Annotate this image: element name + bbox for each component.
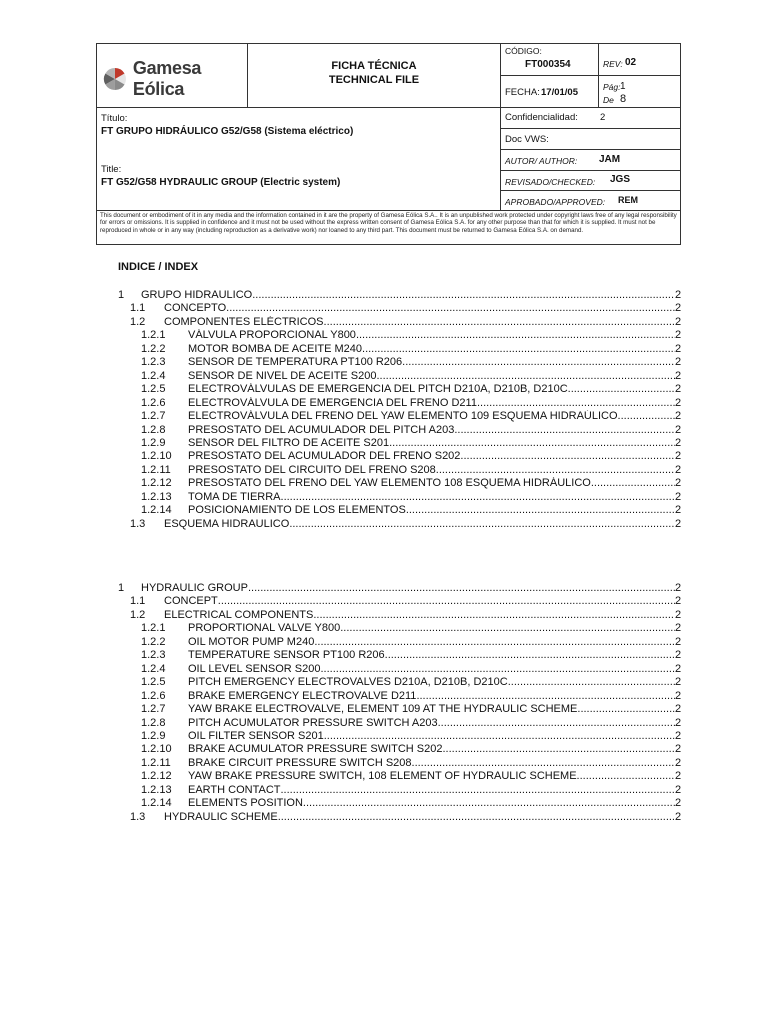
toc-entry-title <box>188 464 675 477</box>
toc-leader-dots <box>303 797 675 810</box>
page-label: Pág: <box>603 82 621 92</box>
author-value: JAM <box>599 154 621 165</box>
toc-entry-number: 1.2.7 <box>141 410 166 423</box>
toc-entry-number: 1.2.1 <box>141 329 166 342</box>
doc-type-cell <box>247 44 500 107</box>
toc-entry-title <box>164 609 675 622</box>
toc-entry[interactable] <box>0 582 768 595</box>
toc-entry-title <box>188 797 675 810</box>
toc-entry-title <box>188 717 675 730</box>
toc-entry-title <box>188 622 675 635</box>
toc-entry-title <box>188 410 675 423</box>
toc-entry-title <box>188 370 675 383</box>
doc-type-es: FICHA TÉCNICA <box>331 60 417 72</box>
toc-entry-title <box>188 784 675 797</box>
toc-entry-page: 2 <box>675 703 682 716</box>
toc-entry-label: VÁLVULA PROPORCIONAL Y800 <box>188 329 356 342</box>
doc-type-en: TECHNICAL FILE <box>328 74 420 86</box>
toc-leader-dots <box>591 477 675 490</box>
toc-entry-title <box>141 289 675 302</box>
toc-entry[interactable] <box>0 595 768 608</box>
toc-entry-number: 1 <box>118 289 125 301</box>
approved-cell <box>500 190 681 210</box>
toc-leader-dots <box>362 343 675 356</box>
toc-entry-page: 2 <box>675 649 682 662</box>
document-header <box>96 43 681 245</box>
toc-entry-title <box>188 703 675 716</box>
index-title: INDICE / INDEX <box>118 261 199 273</box>
toc-entry-number: 1.2.7 <box>141 703 166 716</box>
toc-entry-page: 2 <box>675 622 682 635</box>
toc-entry-page: 2 <box>675 662 682 675</box>
toc-entry-page: 2 <box>675 329 682 342</box>
approved-label: APROBADO/APPROVED: <box>505 197 606 207</box>
toc-leader-dots <box>477 397 675 410</box>
confidentiality-value: 2 <box>600 112 606 123</box>
title-cell <box>97 107 500 210</box>
toc-entry-label: ELECTROVÁLVULA DEL FRENO DEL YAW ELEMENTO 109 ESQUEMA HIDRAÚLICO <box>188 410 618 423</box>
toc-entry-number: 1.3 <box>130 517 146 530</box>
toc-entry[interactable] <box>0 410 768 423</box>
toc-entry-label: BRAKE EMERGENCY ELECTROVALVE D211 <box>188 689 417 702</box>
toc-entry-number: 1.2.13 <box>141 783 172 796</box>
toc-entry-number: 1.3 <box>130 810 146 823</box>
toc-entry-title <box>188 450 675 463</box>
toc-entry-label: PRESOSTATO DEL FRENO DEL YAW ELEMENTO 108 ESQUEMA HIDRÁULICO <box>188 477 591 490</box>
toc-leader-dots <box>278 811 675 824</box>
toc-entry-title <box>164 302 675 315</box>
toc-entry-title <box>164 595 675 608</box>
toc-entry[interactable] <box>0 491 768 504</box>
toc-entry-page: 2 <box>675 383 682 396</box>
toc-entry-page: 2 <box>675 302 682 315</box>
toc-entry-page: 2 <box>675 517 682 530</box>
toc-entry-page: 2 <box>675 810 682 823</box>
toc-entry-number: 1.2.14 <box>141 797 172 810</box>
toc-leader-dots <box>281 784 676 797</box>
toc-leader-dots <box>508 676 675 689</box>
toc-entry[interactable] <box>0 757 768 770</box>
toc-entry-number: 1.2.3 <box>141 649 166 662</box>
toc-entry-page: 2 <box>675 396 682 409</box>
toc-entry[interactable] <box>0 649 768 662</box>
toc-entry-title <box>188 730 675 743</box>
title-label: Title: <box>101 164 122 175</box>
toc-leader-dots <box>389 437 675 450</box>
titulo-label: Título: <box>101 113 128 124</box>
toc-entry-number: 1.2.6 <box>141 396 166 409</box>
checked-cell <box>500 170 681 190</box>
toc-leader-dots <box>377 370 676 383</box>
toc-entry-label: MOTOR BOMBA DE ACEITE M240 <box>188 342 363 355</box>
toc-entry[interactable] <box>0 370 768 383</box>
toc-entry-page: 2 <box>675 689 682 702</box>
date-label: FECHA: <box>505 87 540 98</box>
toc-entry-number: 1.1 <box>130 595 146 608</box>
toc-entry-page: 2 <box>675 369 682 382</box>
toc-entry[interactable] <box>0 302 768 315</box>
toc-entry-title <box>188 356 675 369</box>
toc-entry-title <box>188 676 675 689</box>
toc-entry-number: 1.2.11 <box>141 756 171 769</box>
toc-entry-page: 2 <box>675 477 682 490</box>
toc-entry[interactable] <box>0 770 768 783</box>
toc-entry-title <box>188 636 675 649</box>
toc-entry[interactable] <box>0 437 768 450</box>
toc-entry-label: POSICIONAMIENTO DE LOS ELEMENTOS <box>188 504 406 517</box>
toc-entry[interactable] <box>0 609 768 622</box>
toc-entry-page: 2 <box>675 756 682 769</box>
toc-entry-title <box>188 491 675 504</box>
page-cell <box>598 75 681 107</box>
toc-entry[interactable] <box>0 464 768 477</box>
toc-entry-page: 2 <box>675 783 682 796</box>
toc-entry-number: 1.2.5 <box>141 383 166 396</box>
toc-entry-number: 1.2.6 <box>141 689 166 702</box>
confidentiality-cell <box>500 107 681 128</box>
toc-entry[interactable] <box>0 477 768 490</box>
toc-entry-title <box>188 397 675 410</box>
toc-leader-dots <box>438 717 675 730</box>
toc-entry-number: 1.2.4 <box>141 369 166 382</box>
toc-entry-label: PRESOSTATO DEL ACUMULADOR DEL PITCH A203 <box>188 423 455 436</box>
toc-entry-title <box>164 811 675 824</box>
toc-entry-label: PRESOSTATO DEL ACUMULADOR DEL FRENO S202 <box>188 450 461 463</box>
toc-entry-title <box>188 383 675 396</box>
toc-leader-dots <box>248 582 675 595</box>
toc-entry-number: 1.2.2 <box>141 342 166 355</box>
toc-entry[interactable] <box>0 424 768 437</box>
toc-leader-dots <box>416 690 675 703</box>
toc-entry-label: OIL MOTOR PUMP M240 <box>188 635 315 648</box>
toc-entry[interactable] <box>0 784 768 797</box>
toc-entry-page: 2 <box>675 635 682 648</box>
toc-entry-label: ELECTRICAL COMPONENTS <box>164 608 314 621</box>
toc-entry[interactable] <box>0 663 768 676</box>
toc-leader-dots <box>356 329 675 342</box>
toc-leader-dots <box>385 649 675 662</box>
docvws-label: Doc VWS: <box>505 134 549 145</box>
toc-leader-dots <box>320 663 675 676</box>
toc-entry[interactable] <box>0 730 768 743</box>
toc-entry[interactable] <box>0 356 768 369</box>
toc-leader-dots <box>226 302 675 315</box>
toc-leader-dots <box>289 518 675 531</box>
toc-entry-label: ELECTROVÁLVULA DE EMERGENCIA DEL FRENO D211 <box>188 396 477 409</box>
toc-entry-label: HYDRAULIC GROUP <box>141 582 248 594</box>
toc-entry-number: 1.2.12 <box>141 770 172 783</box>
toc-entry-number: 1.2.11 <box>141 463 171 476</box>
toc-entry[interactable] <box>0 343 768 356</box>
toc-entry-page: 2 <box>675 342 682 355</box>
toc-entry-page: 2 <box>675 676 682 689</box>
toc-entry-title <box>141 582 675 595</box>
toc-entry-number: 1.2.4 <box>141 662 166 675</box>
toc-entry-label: PRESOSTATO DEL CIRCUITO DEL FRENO S208 <box>188 463 436 476</box>
toc-entry[interactable] <box>0 383 768 396</box>
toc-leader-dots <box>454 424 675 437</box>
toc-entry[interactable] <box>0 811 768 824</box>
code-value: FT000354 <box>525 59 571 70</box>
toc-leader-dots <box>324 316 675 329</box>
confidentiality-label: Confidencialidad: <box>505 112 578 123</box>
toc-entry-page: 2 <box>675 436 682 449</box>
toc-entry-label: BRAKE ACUMULATOR PRESSURE SWITCH S202 <box>188 743 443 756</box>
toc-entry-label: COMPONENTES ELÉCTRICOS <box>164 315 324 328</box>
toc-entry-number: 1 <box>118 582 125 594</box>
rev-value: 02 <box>625 57 637 68</box>
rev-label: REV: <box>603 59 623 69</box>
toc-leader-dots <box>252 289 675 302</box>
toc-entry-label: PITCH EMERGENCY ELECTROVALVES D210A, D210B, D210C <box>188 676 508 689</box>
toc-entry-number: 1.2.5 <box>141 676 166 689</box>
toc-leader-dots <box>577 770 675 783</box>
toc-entry-label: OIL FILTER SENSOR S201 <box>188 729 324 742</box>
checked-label: REVISADO/CHECKED: <box>505 177 596 187</box>
toc-entry-number: 1.2.10 <box>141 450 172 463</box>
toc-entry[interactable] <box>0 743 768 756</box>
toc-entry[interactable] <box>0 717 768 730</box>
toc-entry-number: 1.2.8 <box>141 716 166 729</box>
toc-entry-title <box>188 329 675 342</box>
toc-entry[interactable] <box>0 703 768 716</box>
toc-entry[interactable] <box>0 397 768 410</box>
approved-value: REM <box>618 195 638 205</box>
toc-entry-number: 1.1 <box>130 302 146 315</box>
toc-leader-dots <box>218 595 675 608</box>
toc-entry-title <box>188 437 675 450</box>
toc-entry-page: 2 <box>675 729 682 742</box>
page-total: 8 <box>620 93 627 105</box>
toc-entry-page: 2 <box>675 582 682 594</box>
toc-entry-page: 2 <box>675 797 682 810</box>
toc-entry-title <box>164 316 675 329</box>
toc-entry-label: PROPORTIONAL VALVE Y800 <box>188 622 341 635</box>
toc-entry-page: 2 <box>675 423 682 436</box>
logo-cell <box>97 44 247 107</box>
toc-entry[interactable] <box>0 518 768 531</box>
toc-entry-page: 2 <box>675 595 682 608</box>
toc-leader-dots <box>568 383 675 396</box>
toc-entry-page: 2 <box>675 356 682 369</box>
toc-leader-dots <box>402 356 675 369</box>
toc-entry-number: 1.2.14 <box>141 504 172 517</box>
toc-entry-title <box>188 649 675 662</box>
checked-value: JGS <box>610 174 631 185</box>
toc-entry-title <box>188 757 675 770</box>
toc-entry[interactable] <box>0 504 768 517</box>
toc-entry-title <box>188 477 675 490</box>
toc-entry-page: 2 <box>675 450 682 463</box>
toc-entry[interactable] <box>0 797 768 810</box>
date-cell <box>500 75 598 107</box>
toc-entry-number: 1.2 <box>130 608 146 621</box>
toc-entry-title <box>188 663 675 676</box>
toc-leader-dots <box>340 622 675 635</box>
toc-entry-label: HYDRAULIC SCHEME <box>164 810 278 823</box>
page-value: 1 <box>620 81 626 92</box>
toc-entry-number: 1.2.1 <box>141 622 166 635</box>
toc-entry-page: 2 <box>675 504 682 517</box>
toc-leader-dots <box>618 410 675 423</box>
toc-entry-title <box>164 518 675 531</box>
toc-entry-title <box>188 770 675 783</box>
toc-entry-label: GRUPO HIDRAULICO <box>141 289 253 301</box>
gamesa-logo-icon <box>103 66 127 92</box>
toc-entry-label: SENSOR DEL FILTRO DE ACEITE S201 <box>188 436 390 449</box>
code-cell <box>500 44 598 75</box>
toc-entry-page: 2 <box>675 410 682 423</box>
toc-entry-label: TEMPERATURE SENSOR PT100 R206 <box>188 649 385 662</box>
title-value: FT G52/G58 HYDRAULIC GROUP (Electric system) <box>101 177 341 188</box>
toc-entry-label: PITCH ACUMULATOR PRESSURE SWITCH A203 <box>188 716 438 729</box>
docvws-cell <box>500 128 681 149</box>
toc-entry-label: ELECTROVÁLVULAS DE EMERGENCIA DEL PITCH D210A, D210B, D210C <box>188 383 568 396</box>
toc-entry-number: 1.2.10 <box>141 743 172 756</box>
toc-entry-title <box>188 424 675 437</box>
toc-entry-page: 2 <box>675 716 682 729</box>
toc-leader-dots <box>281 491 675 504</box>
toc-entry[interactable] <box>0 676 768 689</box>
toc-entry-page: 2 <box>675 289 682 301</box>
toc-entry-number: 1.2.3 <box>141 356 166 369</box>
page-of-label: De <box>603 95 614 105</box>
toc-entry-label: YAW BRAKE PRESSURE SWITCH, 108 ELEMENT OF HYDRAULIC SCHEME <box>188 770 577 783</box>
toc-entry[interactable] <box>0 329 768 342</box>
toc-entry-label: ESQUEMA HIDRAULICO <box>164 517 290 530</box>
toc-entry-page: 2 <box>675 608 682 621</box>
toc-leader-dots <box>324 730 675 743</box>
toc-entry-title <box>188 504 675 517</box>
toc-entry-page: 2 <box>675 315 682 328</box>
company-name: Gamesa Eólica <box>132 58 202 99</box>
toc-entry-number: 1.2.9 <box>141 729 166 742</box>
toc-entry-number: 1.2.8 <box>141 423 166 436</box>
toc-entry-page: 2 <box>675 770 682 783</box>
toc-leader-dots <box>406 504 675 517</box>
toc-entry-number: 1.2.12 <box>141 477 172 490</box>
toc-entry[interactable] <box>0 622 768 635</box>
toc-entry-label: CONCEPTO <box>164 302 227 315</box>
toc-entry-label: OIL LEVEL SENSOR S200 <box>188 662 321 675</box>
toc-entry-label: SENSOR DE NIVEL DE ACEITE S200 <box>188 369 377 382</box>
toc-entry[interactable] <box>0 690 768 703</box>
toc-entry-label: ELEMENTS POSITION <box>188 797 303 810</box>
toc-entry-label: CONCEPT <box>164 595 218 608</box>
toc-entry-page: 2 <box>675 743 682 756</box>
toc-entry[interactable] <box>0 316 768 329</box>
toc-leader-dots <box>313 609 675 622</box>
toc-leader-dots <box>412 757 675 770</box>
company-logo <box>103 58 247 100</box>
author-cell <box>500 149 681 170</box>
toc-leader-dots <box>443 743 676 756</box>
toc-entry-number: 1.2.9 <box>141 436 166 449</box>
toc-leader-dots <box>577 703 675 716</box>
toc-entry-number: 1.2.2 <box>141 635 166 648</box>
toc-entry-number: 1.2.13 <box>141 490 172 503</box>
toc-entry-label: SENSOR DE TEMPERATURA PT100 R206 <box>188 356 403 369</box>
toc-leader-dots <box>314 636 675 649</box>
toc-entry-label: TOMA DE TIERRA <box>188 490 281 503</box>
toc-entry-page: 2 <box>675 490 682 503</box>
date-value: 17/01/05 <box>541 87 578 98</box>
toc-entry-title <box>188 690 675 703</box>
toc-leader-dots <box>436 464 675 477</box>
toc-entry-number: 1.2 <box>130 315 146 328</box>
toc-entry[interactable] <box>0 636 768 649</box>
toc-entry-page: 2 <box>675 463 682 476</box>
toc-leader-dots <box>460 450 675 463</box>
toc-entry-title <box>188 743 675 756</box>
toc-entry[interactable] <box>0 289 768 302</box>
author-label: AUTOR/ AUTHOR: <box>505 156 578 166</box>
toc-entry[interactable] <box>0 450 768 463</box>
toc-entry-label: EARTH CONTACT <box>188 783 281 796</box>
titulo-value: FT GRUPO HIDRÁULICO G52/G58 (Sistema eléctrico) <box>101 126 354 137</box>
code-label: CÓDIGO: <box>505 46 542 56</box>
toc-entry-title <box>188 343 675 356</box>
rev-cell <box>598 44 681 75</box>
toc-entry-label: BRAKE CIRCUIT PRESSURE SWITCH S208 <box>188 756 412 769</box>
toc-entry-label: YAW BRAKE ELECTROVALVE, ELEMENT 109 AT THE HYDRAULIC SCHEME <box>188 703 578 716</box>
disclaimer: This document or embodiment of it in any media and the information contained in it are the property of Gamesa Eólica S.A.. It is an unpublished work protected under copyright laws free of any legal responsibility for errors or omissions. It is supplied in confidence and it must not be used without the express written consent of Gamesa Eólica S.A. for any other purpose than that for which it is supplied. It must not be reproduced in whole or in any way (including reproduction as a derivative work) nor loaned to any third part. This document must be returned to Gamesa Eólica S.A. on demand. <box>97 210 680 245</box>
